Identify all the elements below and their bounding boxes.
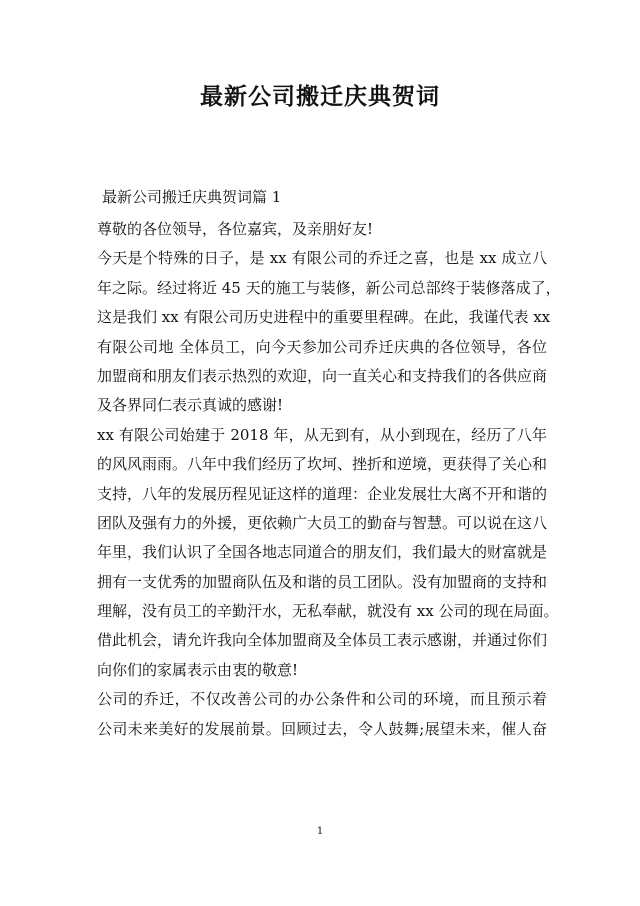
paragraph-greeting [97, 215, 547, 244]
paragraph-line: 年里，我们认识了全国各地志同道合的朋友们，我们最大的财富就是 [97, 543, 548, 562]
paragraph-line: 这是我们 xx 有限公司历史进程中的重要里程碑。在此，我谨代表 xx [97, 308, 551, 327]
paragraph-line: 今天是个特殊的日子，是 xx 有限公司的乔迁之喜，也是 xx 成立八 [97, 249, 547, 268]
paragraph-line: 拥有一支优秀的加盟商队伍及和谐的员工团队。没有加盟商的支持和 [97, 572, 548, 591]
paragraph-line: 向你们的家属表示由衷的敬意! [97, 660, 299, 679]
paragraph-line: 的风风雨雨。八年中我们经历了坎坷、挫折和逆境，更获得了关心和 [97, 455, 548, 474]
paragraph-future [97, 685, 547, 744]
paragraph-line: 加盟商和朋友们表示热烈的欢迎，向一直关心和支持我们的各供应商 [97, 366, 548, 385]
paragraph-line: 年之际。经过将近 45 天的施工与装修，新公司总部终于装修落成了， [97, 278, 561, 297]
document-body [97, 215, 561, 744]
paragraph-line: 有限公司地 全体员工，向今天参加公司乔迁庆典的各位领导，各位 [97, 337, 547, 356]
paragraph-line: 公司未来美好的发展前景。回顾过去，令人鼓舞;展望未来，催人奋 [97, 719, 547, 738]
paragraph-line: 理解，没有员工的辛勤汗水，无私奉献，就没有 xx 公司的现在局面。 [97, 602, 559, 621]
paragraph-line: 借此机会，请允许我向全体加盟商及全体员工表示感谢，并通过你们 [97, 631, 548, 650]
paragraph-relocation [97, 244, 561, 420]
paragraph-history [97, 421, 559, 686]
paragraph-line: 支持，八年的发展历程见证这样的道理：企业发展壮大离不开和谐的 [97, 484, 548, 503]
paragraph-line: 及各界同仁表示真诚的感谢! [97, 396, 284, 415]
paragraph-line: 尊敬的各位领导，各位嘉宾，及亲朋好友! [97, 220, 374, 238]
document-title: 最新公司搬迁庆典贺词 [200, 83, 440, 110]
paragraph-line: xx 有限公司始建于 2018 年，从无到有，从小到现在，经历了八年 [97, 425, 547, 444]
section-heading: 最新公司搬迁庆典贺词篇 1 [102, 188, 282, 206]
paragraph-line: 公司的乔迁，不仅改善公司的办公条件和公司的环境，而且预示着 [97, 690, 547, 709]
paragraph-line: 团队及强有力的外援，更依赖广大员工的勤奋与智慧。可以说在这八 [97, 513, 548, 532]
page-number: 1 [316, 826, 324, 837]
